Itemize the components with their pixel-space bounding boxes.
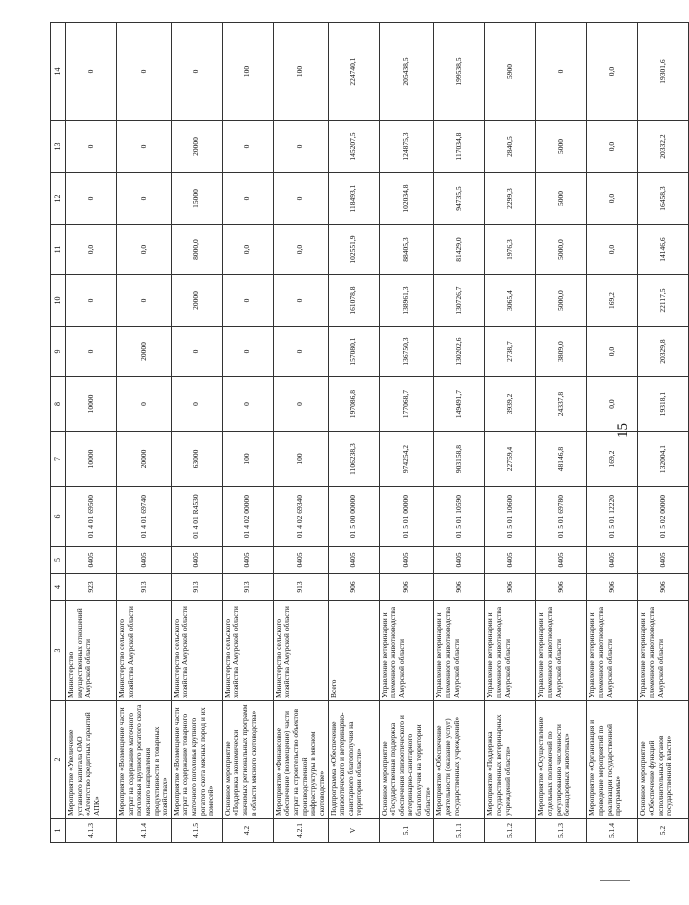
year-2019-cell: 0 xyxy=(66,121,117,173)
total-cell: 132004,1 xyxy=(638,432,689,487)
year-2017-cell: 0,0 xyxy=(117,225,172,275)
section-code-cell: 0405 xyxy=(536,547,587,574)
table-row xyxy=(434,23,485,843)
header-cell: 4 xyxy=(51,574,66,601)
year-2016-cell: 0 xyxy=(273,275,328,327)
year-2017-cell: 0,0 xyxy=(222,225,273,275)
year-2017-cell: 88405,3 xyxy=(379,225,434,275)
year-2015-cell: 3809,0 xyxy=(536,327,587,377)
year-2015-cell: 20329,8 xyxy=(638,327,689,377)
target-article-cell: 01 5 01 12220 xyxy=(587,487,638,547)
row-number-cell: 4.2 xyxy=(222,819,273,843)
header-cell: 5 xyxy=(51,547,66,574)
event-name-cell: Мероприятие «Возмещение части затрат на содержание товарного маточного поголовья крупного рогатого скота мясных пород и их помесей» xyxy=(171,701,222,819)
year-2014-cell: 197086,8 xyxy=(328,377,379,432)
executor-cell: Управление ветеринарии и племенного животноводства Амурской области xyxy=(485,601,536,701)
table-row xyxy=(328,23,379,843)
year-2014-cell: 3939,2 xyxy=(485,377,536,432)
section-code-cell: 0405 xyxy=(638,547,689,574)
executor-cell: Всего xyxy=(328,601,379,701)
year-2014-cell: 0 xyxy=(222,377,273,432)
year-2019-cell: 117034,8 xyxy=(434,121,485,173)
section-code-cell: 0405 xyxy=(434,547,485,574)
total-cell: 22759,4 xyxy=(485,432,536,487)
event-name-cell: Основное мероприятие «Обеспечение функций исполнительных органов государственной власти» xyxy=(638,701,689,819)
gov-code-cell: 913 xyxy=(273,574,328,601)
year-2020-cell: 100 xyxy=(222,23,273,121)
executor-cell: Министерство сельского хозяйства Амурской области xyxy=(117,601,172,701)
year-2017-cell: 0,0 xyxy=(273,225,328,275)
row-number-cell: 4.2.1 xyxy=(273,819,328,843)
year-2016-cell: 3065,4 xyxy=(485,275,536,327)
year-2016-cell: 169,2 xyxy=(587,275,638,327)
target-article-cell: 01 4 01 R4530 xyxy=(171,487,222,547)
year-2018-cell: 118493,1 xyxy=(328,173,379,225)
section-code-cell: 0405 xyxy=(66,547,117,574)
year-2017-cell: 1976,3 xyxy=(485,225,536,275)
year-2014-cell: 0 xyxy=(171,377,222,432)
year-2018-cell: 2299,3 xyxy=(485,173,536,225)
event-name-cell: Мероприятие «Осуществление отдельных полномочий по регулированию численности безнадзорных животных» xyxy=(536,701,587,819)
year-2017-cell: 5000,0 xyxy=(536,225,587,275)
executor-cell: Министерство имущественных отношений Амурской области xyxy=(66,601,117,701)
executor-cell: Управление ветеринарии и племенного животноводства Амурской области xyxy=(536,601,587,701)
total-cell: 100 xyxy=(222,432,273,487)
target-article-cell: 01 4 02 00000 xyxy=(222,487,273,547)
section-code-cell: 0405 xyxy=(171,547,222,574)
table-row xyxy=(379,23,434,843)
gov-code-cell: 913 xyxy=(171,574,222,601)
header-cell: 11 xyxy=(51,225,66,275)
header-cell: 12 xyxy=(51,173,66,225)
header-cell: 14 xyxy=(51,23,66,121)
year-2019-cell: 124875,3 xyxy=(379,121,434,173)
year-2019-cell: 0 xyxy=(117,121,172,173)
year-2015-cell: 0 xyxy=(222,327,273,377)
header-row xyxy=(51,23,66,843)
year-2020-cell: 100 xyxy=(273,23,328,121)
gov-code-cell: 906 xyxy=(587,574,638,601)
year-2014-cell: 10000 xyxy=(66,377,117,432)
row-number-cell: 5.1.2 xyxy=(485,819,536,843)
row-number-cell: 5.1.3 xyxy=(536,819,587,843)
gov-code-cell: 906 xyxy=(485,574,536,601)
year-2020-cell: 224740,1 xyxy=(328,23,379,121)
section-code-cell: 0405 xyxy=(485,547,536,574)
year-2018-cell: 0 xyxy=(273,173,328,225)
year-2020-cell: 205438,5 xyxy=(379,23,434,121)
event-name-cell: Мероприятие «Организация и проведение мероприятий по реализации государственной программы» xyxy=(587,701,638,819)
rotated-content xyxy=(50,23,674,843)
event-name-cell: Мероприятие «Финансовое обеспечение (возмещение) части затрат на строительство объектов производственной инфраструктуры в мясном скотоводстве» xyxy=(273,701,328,819)
row-number-cell: 5.1 xyxy=(379,819,434,843)
year-2018-cell: 5000 xyxy=(536,173,587,225)
scan-artifact xyxy=(600,880,630,881)
year-2018-cell: 0 xyxy=(117,173,172,225)
row-number-cell: 5.1.1 xyxy=(434,819,485,843)
row-number-cell: 4.1.4 xyxy=(117,819,172,843)
table-row xyxy=(117,23,172,843)
section-code-cell: 0405 xyxy=(117,547,172,574)
year-2020-cell: 199538,5 xyxy=(434,23,485,121)
year-2015-cell: 0 xyxy=(66,327,117,377)
target-article-cell: 01 5 01 00000 xyxy=(379,487,434,547)
row-number-cell: 4.1.5 xyxy=(171,819,222,843)
budget-table xyxy=(50,22,689,843)
total-cell: 20000 xyxy=(117,432,172,487)
gov-code-cell: 913 xyxy=(117,574,172,601)
year-2018-cell: 94735,5 xyxy=(434,173,485,225)
row-number-cell: 5.2 xyxy=(638,819,689,843)
header-cell: 1 xyxy=(51,819,66,843)
year-2020-cell: 19301,6 xyxy=(638,23,689,121)
table-row xyxy=(66,23,117,843)
year-2014-cell: 177068,7 xyxy=(379,377,434,432)
section-code-cell: 0405 xyxy=(328,547,379,574)
gov-code-cell: 906 xyxy=(379,574,434,601)
executor-cell: Управление ветеринарии и племенного животноводства Амурской области xyxy=(379,601,434,701)
year-2016-cell: 22117,5 xyxy=(638,275,689,327)
year-2019-cell: 5000 xyxy=(536,121,587,173)
gov-code-cell: 913 xyxy=(222,574,273,601)
year-2019-cell: 2840,5 xyxy=(485,121,536,173)
year-2018-cell: 16458,3 xyxy=(638,173,689,225)
year-2014-cell: 19318,1 xyxy=(638,377,689,432)
year-2016-cell: 0 xyxy=(66,275,117,327)
header-cell: 13 xyxy=(51,121,66,173)
year-2018-cell: 102034,8 xyxy=(379,173,434,225)
section-code-cell: 0405 xyxy=(587,547,638,574)
year-2017-cell: 0,0 xyxy=(66,225,117,275)
section-code-cell: 0405 xyxy=(222,547,273,574)
total-cell: 48146,8 xyxy=(536,432,587,487)
target-article-cell: 01 4 01 69740 xyxy=(117,487,172,547)
target-article-cell: 01 5 01 10600 xyxy=(485,487,536,547)
year-2015-cell: 0 xyxy=(171,327,222,377)
gov-code-cell: 906 xyxy=(434,574,485,601)
year-2014-cell: 0,0 xyxy=(587,377,638,432)
row-number-cell: V xyxy=(328,819,379,843)
gov-code-cell: 923 xyxy=(66,574,117,601)
year-2020-cell: 5900 xyxy=(485,23,536,121)
event-name-cell: Основное мероприятие «Поддержка экономически значимых региональных программ в области мясного скотоводства» xyxy=(222,701,273,819)
total-cell: 1106238,3 xyxy=(328,432,379,487)
table-row xyxy=(485,23,536,843)
year-2017-cell: 81429,0 xyxy=(434,225,485,275)
year-2018-cell: 0 xyxy=(222,173,273,225)
year-2019-cell: 0 xyxy=(273,121,328,173)
year-2015-cell: 2738,7 xyxy=(485,327,536,377)
year-2020-cell: 0 xyxy=(117,23,172,121)
target-article-cell: 01 5 01 69780 xyxy=(536,487,587,547)
table-row xyxy=(273,23,328,843)
event-name-cell: Мероприятие «Возмещение части затрат на содержание маточного поголовья крупного рогатого скота мясного направления продуктивности в товарных хозяйствах» xyxy=(117,701,172,819)
table-row xyxy=(536,23,587,843)
year-2016-cell: 130726,7 xyxy=(434,275,485,327)
section-code-cell: 0405 xyxy=(379,547,434,574)
year-2019-cell: 0,0 xyxy=(587,121,638,173)
target-article-cell: 01 4 02 69340 xyxy=(273,487,328,547)
year-2018-cell: 0 xyxy=(66,173,117,225)
year-2019-cell: 20000 xyxy=(171,121,222,173)
event-name-cell: Основное мероприятие «Государственная поддержка обеспечения эпизоотического и ветеринарно-санитарного благополучия на территории области» xyxy=(379,701,434,819)
year-2019-cell: 145207,5 xyxy=(328,121,379,173)
total-cell: 169,2 xyxy=(587,432,638,487)
total-cell: 10000 xyxy=(66,432,117,487)
year-2020-cell: 0 xyxy=(66,23,117,121)
target-article-cell: 01 4 01 69500 xyxy=(66,487,117,547)
total-cell: 903158,8 xyxy=(434,432,485,487)
year-2018-cell: 15000 xyxy=(171,173,222,225)
year-2019-cell: 20332,2 xyxy=(638,121,689,173)
total-cell: 974254,2 xyxy=(379,432,434,487)
target-article-cell: 01 5 02 00000 xyxy=(638,487,689,547)
year-2015-cell: 0 xyxy=(273,327,328,377)
year-2014-cell: 24337,8 xyxy=(536,377,587,432)
row-number-cell: 4.1.3 xyxy=(66,819,117,843)
executor-cell: Управление ветеринарии и племенного животноводства Амурской области xyxy=(587,601,638,701)
year-2014-cell: 0 xyxy=(273,377,328,432)
year-2020-cell: 0 xyxy=(536,23,587,121)
target-article-cell: 01 5 01 10590 xyxy=(434,487,485,547)
gov-code-cell: 906 xyxy=(328,574,379,601)
event-name-cell: Мероприятие «Поддержка государственных ветеринарных учреждений области» xyxy=(485,701,536,819)
year-2017-cell: 0,0 xyxy=(587,225,638,275)
year-2016-cell: 0 xyxy=(117,275,172,327)
year-2016-cell: 0 xyxy=(222,275,273,327)
table-row xyxy=(171,23,222,843)
header-cell: 8 xyxy=(51,377,66,432)
page-number: 15 xyxy=(615,423,631,438)
year-2016-cell: 20000 xyxy=(171,275,222,327)
total-cell: 100 xyxy=(273,432,328,487)
gov-code-cell: 906 xyxy=(638,574,689,601)
table-row xyxy=(222,23,273,843)
total-cell: 63000 xyxy=(171,432,222,487)
year-2015-cell: 136750,3 xyxy=(379,327,434,377)
executor-cell: Управление ветеринарии и племенного животноводства Амурской области xyxy=(434,601,485,701)
year-2017-cell: 14146,6 xyxy=(638,225,689,275)
year-2014-cell: 0 xyxy=(117,377,172,432)
event-name-cell: Мероприятие «Обеспечение деятельности (оказание услуг) государственных учреждений» xyxy=(434,701,485,819)
executor-cell: Управление ветеринарии и племенного животноводства Амурской области xyxy=(638,601,689,701)
year-2016-cell: 5000,0 xyxy=(536,275,587,327)
row-number-cell: 5.1.4 xyxy=(587,819,638,843)
year-2015-cell: 0,0 xyxy=(587,327,638,377)
executor-cell: Министерство сельского хозяйства Амурской области xyxy=(273,601,328,701)
year-2019-cell: 0 xyxy=(222,121,273,173)
executor-cell: Министерство сельского хозяйства Амурской области xyxy=(171,601,222,701)
year-2017-cell: 8000,0 xyxy=(171,225,222,275)
table-row xyxy=(638,23,689,843)
target-article-cell: 01 5 00 00000 xyxy=(328,487,379,547)
header-cell: 6 xyxy=(51,487,66,547)
year-2015-cell: 20000 xyxy=(117,327,172,377)
header-cell: 3 xyxy=(51,601,66,701)
event-name-cell: Подпрограмма «Обеспечение эпизоотического и ветеринарно-санитарного благополучия на территории области» xyxy=(328,701,379,819)
year-2020-cell: 0,0 xyxy=(587,23,638,121)
year-2018-cell: 0,0 xyxy=(587,173,638,225)
year-2016-cell: 161078,8 xyxy=(328,275,379,327)
year-2017-cell: 102551,9 xyxy=(328,225,379,275)
section-code-cell: 0405 xyxy=(273,547,328,574)
year-2015-cell: 157080,1 xyxy=(328,327,379,377)
event-name-cell: Мероприятие «Увеличение уставного капитала ОАО «Агентство кредитных гарантий АПК» xyxy=(66,701,117,819)
year-2016-cell: 138961,3 xyxy=(379,275,434,327)
header-cell: 2 xyxy=(51,701,66,819)
gov-code-cell: 906 xyxy=(536,574,587,601)
year-2015-cell: 130202,6 xyxy=(434,327,485,377)
header-cell: 9 xyxy=(51,327,66,377)
header-cell: 10 xyxy=(51,275,66,327)
header-cell: 7 xyxy=(51,432,66,487)
year-2020-cell: 0 xyxy=(171,23,222,121)
year-2014-cell: 149491,7 xyxy=(434,377,485,432)
executor-cell: Министерство сельского хозяйства Амурской области xyxy=(222,601,273,701)
